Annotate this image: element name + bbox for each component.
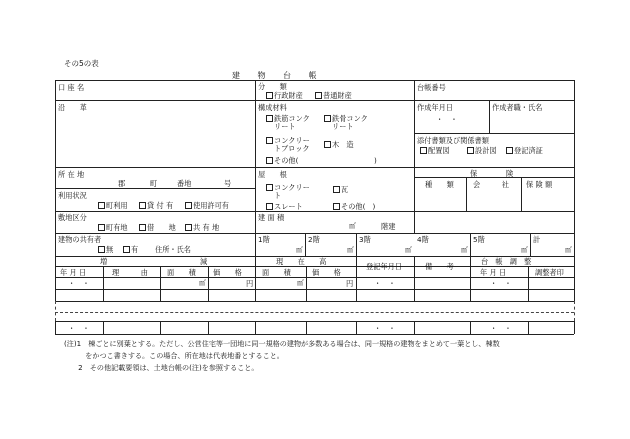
note-1b: をかつこ書きする。この場合、所在地は代表地番とすること。 xyxy=(64,351,284,360)
data-row-chosei-date[interactable]: ・ ・ xyxy=(490,279,512,288)
note-1a: (注)1 棟ごとに別葉とする。ただし、公営住宅等一団地に同一規格の建物が多数ある場合は、同一規格の建物をまとめて一葉とし、棟数 xyxy=(64,339,500,348)
last-row-toki-date[interactable]: ・ ・ xyxy=(374,324,396,333)
floor-2-label: 2階 xyxy=(308,235,320,244)
floor-4-label: 4階 xyxy=(417,235,429,244)
kashi-checkbox[interactable]: 貸 付 有 xyxy=(139,201,173,210)
hoken-gaku-label: 保 険 額 xyxy=(526,180,553,189)
yane-label: 屋 根 xyxy=(258,170,287,179)
data-row-en: 円 xyxy=(246,279,254,288)
banchi-label: 番地 xyxy=(177,179,192,188)
floor-2-m2: ㎡ xyxy=(347,246,354,254)
machi-label: 町 xyxy=(150,179,158,188)
sakusei-person-label: 作成者職・氏名 xyxy=(492,103,543,112)
kyoyusha-label: 建物の共有者 xyxy=(58,235,102,244)
nashi-checkbox[interactable]: 無 xyxy=(98,245,113,254)
tekkin-checkbox[interactable]: 鉄筋コンク xyxy=(266,114,310,123)
shakuchi-checkbox[interactable]: 借 地 xyxy=(139,223,176,232)
ari-checkbox[interactable]: 有 xyxy=(123,245,138,254)
menseki-2-label: 面 積 xyxy=(262,268,291,277)
data-row-m2: ㎡ xyxy=(199,279,206,287)
floor-5-m2: ㎡ xyxy=(521,246,528,254)
gen-label: 減 xyxy=(200,257,208,266)
tekkin-label-2: リート xyxy=(274,122,296,131)
tekkotsu-checkbox[interactable]: 鉄骨コンク xyxy=(324,114,368,123)
toki-date-label: 登記年月日 xyxy=(366,262,402,271)
menseki-label: 面 積 xyxy=(167,268,196,277)
floor-1-label: 1階 xyxy=(258,235,270,244)
yane-conc-label-2: ト xyxy=(274,191,282,200)
sekkei-checkbox[interactable]: 設計図 xyxy=(467,146,497,155)
sonota-close: ) xyxy=(374,156,377,165)
data-row-toki-date[interactable]: ・ ・ xyxy=(374,279,396,288)
ymd-2-label: 年 月 日 xyxy=(480,268,507,277)
yane-conc-checkbox[interactable]: コンクリー xyxy=(266,183,310,192)
shikichi-label: 敷地区分 xyxy=(58,213,87,222)
jusho-label: 住所・氏名 xyxy=(155,245,191,254)
last-row-date[interactable]: ・ ・ xyxy=(68,324,90,333)
sheet-label: その5の表 xyxy=(64,59,99,68)
gyosei-checkbox[interactable]: 行政財産 xyxy=(266,91,303,100)
riyo-label: 利用状況 xyxy=(58,191,87,200)
data-row-date[interactable]: ・ ・ xyxy=(68,279,90,288)
last-row-chosei-date[interactable]: ・ ・ xyxy=(490,324,512,333)
floor-1-m2: ㎡ xyxy=(296,246,303,254)
tenpu-label: 添付書類及び関係書類 xyxy=(417,136,489,145)
mokuzo-checkbox[interactable]: 木 造 xyxy=(324,140,354,149)
nobe-m2: ㎡ xyxy=(349,222,356,230)
daicho-no-label: 台帳番号 xyxy=(417,83,446,92)
kaisha-label: 会 社 xyxy=(473,180,509,189)
data-row-m2b: ㎡ xyxy=(297,279,304,287)
chosei-in-label: 調整者印 xyxy=(535,268,564,277)
zo-label: 増 xyxy=(100,257,108,266)
choriyo-checkbox[interactable]: 町利用 xyxy=(98,201,128,210)
bunrui-label: 分 類 xyxy=(258,82,287,91)
kyoka-checkbox[interactable]: 使用許可有 xyxy=(185,201,229,210)
floor-3-m2: ㎡ xyxy=(405,246,412,254)
futsu-checkbox[interactable]: 普通財産 xyxy=(315,91,352,100)
riyu-label: 理 由 xyxy=(112,268,148,277)
go-label: 号 xyxy=(224,179,232,188)
shurui-label: 種 類 xyxy=(425,180,454,189)
yane-sonota-checkbox[interactable]: その他( ) xyxy=(333,202,375,211)
kozo-label: 構成材料 xyxy=(258,103,287,112)
tekkotsu-label-2: リート xyxy=(332,122,354,131)
daicho-chosei-label: 台 帳 調 整 xyxy=(481,257,532,266)
toki-checkbox[interactable]: 登記済証 xyxy=(506,146,543,155)
nobe-label: 建 面 積 xyxy=(258,213,285,222)
hoken-label: 保 険 xyxy=(470,169,514,178)
genzai-label: 現 在 高 xyxy=(276,257,327,266)
enkaku-label: 沿 革 xyxy=(58,103,87,112)
koza-label: 口 座 名 xyxy=(58,83,85,92)
slate-checkbox[interactable]: スレート xyxy=(266,202,303,211)
shozaichi-label: 所 在 地 xyxy=(58,170,85,179)
floor-3-label: 3階 xyxy=(359,235,371,244)
ymd-label: 年 月 日 xyxy=(60,268,87,277)
data-row-enb: 円 xyxy=(346,279,354,288)
kaidate-label: 階建 xyxy=(381,222,396,231)
kei-m2: ㎡ xyxy=(565,246,572,254)
kawara-checkbox[interactable]: 瓦 xyxy=(333,185,348,194)
kei-label: 計 xyxy=(533,235,541,244)
biko-label: 備 考 xyxy=(425,262,454,271)
haichi-checkbox[interactable]: 配置図 xyxy=(420,146,450,155)
block-checkbox[interactable]: コンクリー xyxy=(266,136,310,145)
kakaku-label: 価 格 xyxy=(213,268,242,277)
page-title: 建 物 台 帳 xyxy=(232,71,317,80)
floor-5-label: 5階 xyxy=(473,235,485,244)
block-label-2: トブロック xyxy=(274,144,310,153)
sakusei-date-value[interactable]: ・ ・ xyxy=(436,115,458,124)
note-2: 2 その他記載要領は、土地台帳の(注)を参照すること。 xyxy=(64,363,259,372)
gun-label: 郡 xyxy=(118,179,126,188)
kakaku-2-label: 価 格 xyxy=(312,268,341,277)
choyu-checkbox[interactable]: 町有地 xyxy=(98,223,128,232)
floor-4-m2: ㎡ xyxy=(461,246,468,254)
sakusei-date-label: 作成年月日 xyxy=(417,103,453,112)
kyoyu-checkbox[interactable]: 共 有 地 xyxy=(185,223,219,232)
sonota-checkbox[interactable]: その他( xyxy=(266,156,298,165)
